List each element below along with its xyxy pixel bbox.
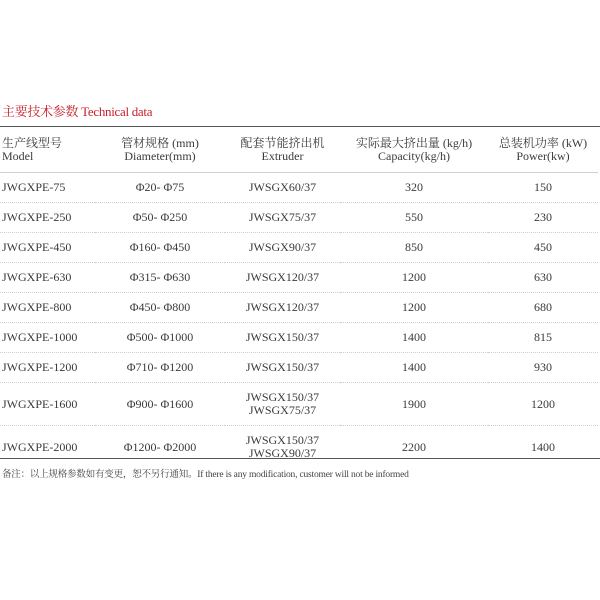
cell-capacity: 320	[340, 173, 488, 203]
cell-extruder: JWSGX150/37 JWSGX75/37	[225, 383, 340, 426]
cell-extruder: JWSGX75/37	[225, 203, 340, 233]
table-row	[0, 263, 598, 293]
cell-diameter: Φ20- Φ75	[95, 173, 225, 203]
cell-power: 1400	[531, 439, 555, 454]
cell-diameter: Φ1200- Φ2000	[123, 439, 197, 454]
header-extruder: 配套节能挤出机 Extruder	[225, 128, 340, 173]
cell-capacity: 850	[340, 233, 488, 263]
table-bottom-rule	[0, 458, 600, 459]
cell-power: 230	[488, 203, 598, 233]
section-title: 主要技术参数 Technical data	[2, 104, 153, 119]
technical-data-table	[0, 128, 598, 468]
cell-capacity: 1200	[340, 293, 488, 323]
cell-model: JWGXPE-250	[0, 203, 95, 233]
cell-model: JWGXPE-1200	[0, 353, 95, 383]
header-diameter: 管材规格 (mm) Diameter(mm)	[95, 128, 225, 173]
cell-diameter: Φ315- Φ630	[95, 263, 225, 293]
cell-extruder: JWSGX120/37	[225, 293, 340, 323]
cell-diameter: Φ500- Φ1000	[95, 323, 225, 353]
table-row	[0, 323, 598, 353]
table-row	[0, 353, 598, 383]
cell-capacity: 550	[340, 203, 488, 233]
cell-diameter: Φ900- Φ1600	[95, 383, 225, 426]
header-model: 生产线型号 Model	[0, 128, 95, 173]
cell-extruder: JWSGX60/37	[225, 173, 340, 203]
cell-capacity: 1400	[340, 353, 488, 383]
footnote: 备注：以上规格参数如有变更，恕不另行通知。If there is any modification, customer will not be informed	[2, 470, 409, 480]
table-header-row	[0, 128, 598, 173]
cell-model: JWGXPE-2000	[2, 439, 78, 454]
cell-diameter: Φ160- Φ450	[95, 233, 225, 263]
cell-model: JWGXPE-450	[0, 233, 95, 263]
cell-power: 815	[488, 323, 598, 353]
table-row	[0, 383, 598, 426]
cell-extruder: JWSGX150/37	[225, 323, 340, 353]
cell-diameter: Φ710- Φ1200	[95, 353, 225, 383]
table-row	[0, 203, 598, 233]
table-row	[0, 173, 598, 203]
cell-extruder: JWSGX120/37	[225, 263, 340, 293]
cell-power: 1200	[488, 383, 598, 426]
cell-power: 930	[488, 353, 598, 383]
header-capacity: 实际最大挤出量 (kg/h) Capacity(kg/h)	[340, 128, 488, 173]
cell-power: 680	[488, 293, 598, 323]
cell-capacity: 1200	[340, 263, 488, 293]
cell-extruder: JWSGX90/37	[225, 233, 340, 263]
cell-extruder: JWSGX150/37	[225, 353, 340, 383]
table-top-rule	[0, 126, 600, 127]
cell-capacity: 1400	[340, 323, 488, 353]
cell-model: JWGXPE-630	[0, 263, 95, 293]
cell-power: 630	[488, 263, 598, 293]
cell-diameter: Φ50- Φ250	[95, 203, 225, 233]
cell-model: JWGXPE-1000	[0, 323, 95, 353]
cell-power: 450	[488, 233, 598, 263]
cell-model: JWGXPE-800	[0, 293, 95, 323]
cell-diameter: Φ450- Φ800	[95, 293, 225, 323]
header-power: 总装机功率 (kW) Power(kw)	[488, 128, 598, 173]
cell-model: JWGXPE-1600	[0, 383, 95, 426]
cell-capacity: 2200	[402, 439, 426, 454]
table-row	[0, 426, 598, 469]
cell-extruder: JWSGX150/37 JWSGX90/37	[245, 433, 320, 460]
table-row	[0, 293, 598, 323]
table-row	[0, 233, 598, 263]
cell-model: JWGXPE-75	[0, 173, 95, 203]
cell-capacity: 1900	[340, 383, 488, 426]
cell-power: 150	[488, 173, 598, 203]
